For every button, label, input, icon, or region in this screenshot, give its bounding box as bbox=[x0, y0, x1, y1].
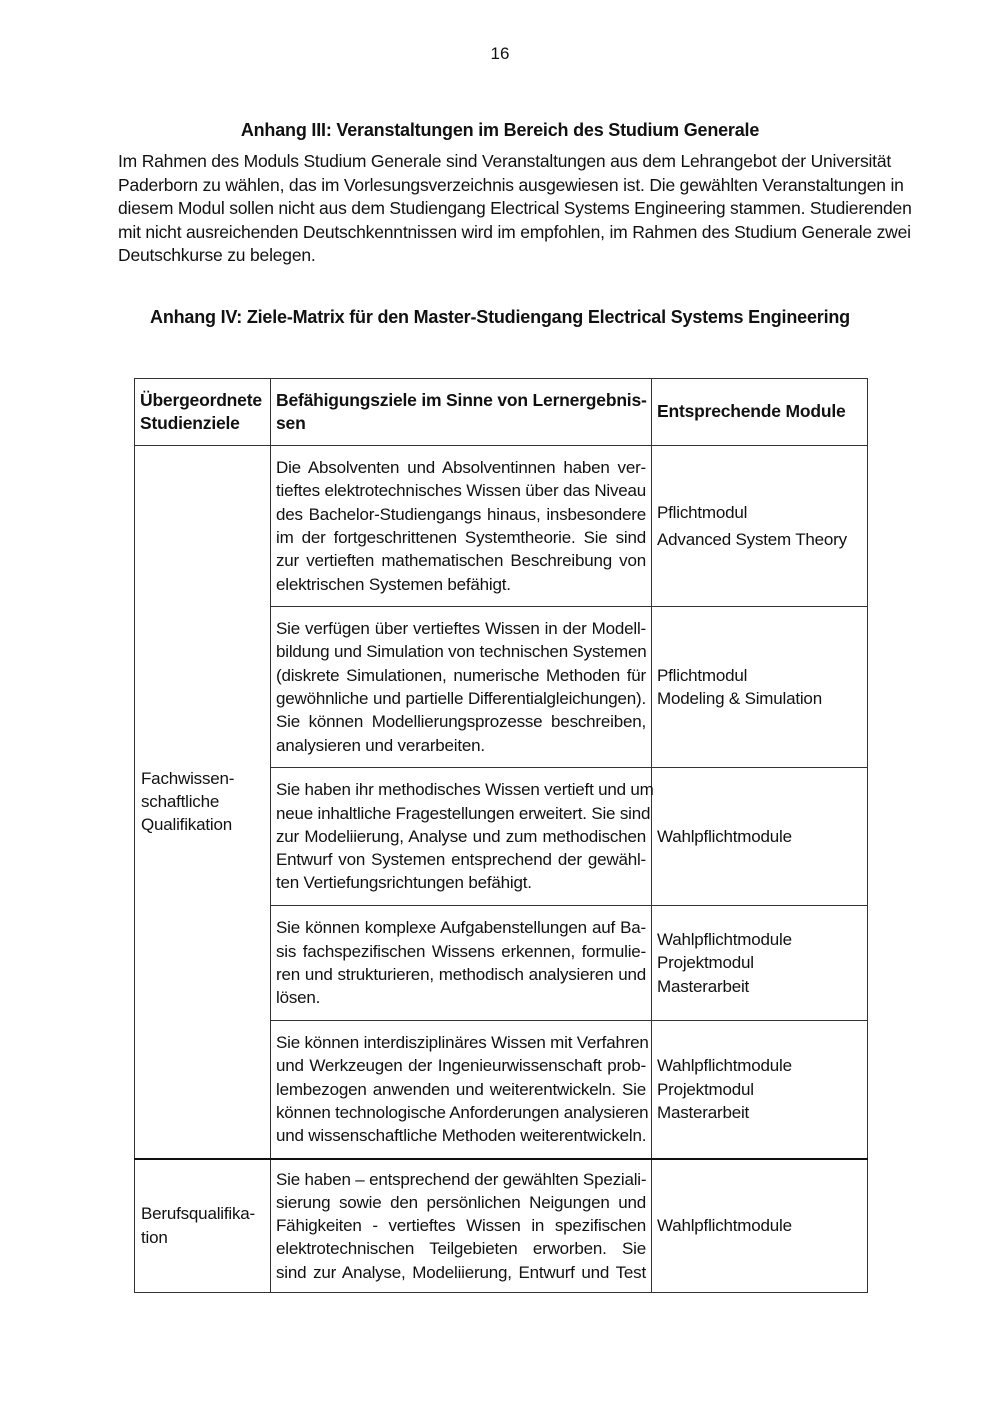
category-berufsqualifikation bbox=[135, 1159, 271, 1293]
intro-line: Paderborn zu wählen, das im Vorlesungsverzeichnis ausgewiesen ist. Die gewählten Veranstaltungen in bbox=[118, 174, 904, 195]
module-text: Wahlpflichtmodule bbox=[657, 930, 792, 950]
module-text: Modeling & Simulation bbox=[657, 689, 822, 708]
goal-line: ten Vertiefungsrichtungen befähigt. bbox=[276, 873, 532, 893]
intro-paragraph bbox=[118, 150, 912, 268]
goal-line: ren und strukturieren, methodisch analysieren und bbox=[276, 965, 646, 984]
goal-line: und wissenschaftliche Methoden weiterentwickeln. bbox=[276, 1126, 647, 1146]
module-text: Pflichtmodul bbox=[657, 502, 748, 522]
category-text: tion bbox=[141, 1227, 168, 1247]
category-text: Fachwissen- bbox=[141, 768, 235, 788]
module-cell bbox=[652, 607, 868, 768]
goal-line: bildung und Simulation von technischen Systemen bbox=[276, 642, 647, 662]
header-text: Studienziele bbox=[140, 413, 240, 433]
intro-line: Deutschkurse zu belegen. bbox=[118, 245, 316, 265]
header-befaehigungsziele bbox=[271, 379, 652, 446]
header-text: sen bbox=[276, 413, 306, 433]
module-text: Masterarbeit bbox=[657, 976, 750, 996]
module-cell bbox=[652, 906, 868, 1021]
module-cell bbox=[652, 446, 868, 607]
goal-line: Sie haben ihr methodisches Wissen vertieft und um bbox=[276, 780, 654, 800]
goal-line: elektrotechnischen Teilgebieten erworben. Sie bbox=[276, 1239, 646, 1259]
goal-line: lösen. bbox=[276, 988, 321, 1008]
module-text: Projektmodul bbox=[657, 1079, 754, 1099]
goal-line: (diskrete Simulationen, numerische Methoden für bbox=[276, 665, 646, 685]
header-text: Befähigungsziele im Sinne von Lernergebnis- bbox=[276, 389, 647, 410]
goal-line: zur Modeliierung, Analyse und zum methodischen bbox=[276, 826, 646, 846]
module-text: Wahlpflichtmodule bbox=[657, 826, 792, 846]
ziele-matrix-table bbox=[134, 378, 868, 1293]
goal-line: sind zur Analyse, Modeliierung, Entwurf und Test bbox=[276, 1262, 646, 1282]
table-row bbox=[135, 446, 868, 607]
module-cell bbox=[652, 1159, 868, 1293]
header-text: Entsprechende Module bbox=[657, 401, 846, 422]
intro-line: mit nicht ausreichenden Deutschkenntnissen wird im empfohlen, im Rahmen des Studium Generale zwei bbox=[118, 221, 911, 242]
heading-anhang-iii: Anhang III: Veranstaltungen im Bereich des Studium Generale bbox=[240, 120, 760, 140]
header-uebergeordnete-studienziele bbox=[135, 379, 271, 446]
goal-line: neue inhaltliche Fragestellungen erweitert. Sie sind bbox=[276, 803, 651, 823]
goal-line: analysieren und verarbeiten. bbox=[276, 735, 485, 755]
goal-line: zur vertieften mathematischen Beschreibung von bbox=[276, 551, 646, 571]
goal-line: können technologische Anforderungen analysieren bbox=[276, 1102, 649, 1122]
goal-line: Entwurf von Systemen entsprechend der gewähl- bbox=[276, 850, 646, 870]
goal-line: Sie können komplexe Aufgabenstellungen auf Ba- bbox=[276, 918, 646, 938]
heading-anhang-iv: Anhang IV: Ziele-Matrix für den Master-Studiengang Electrical Systems Engineering bbox=[150, 307, 850, 327]
module-cell bbox=[652, 768, 868, 906]
goal-line: Sie können Modellierungsprozesse beschreiben, bbox=[276, 712, 646, 732]
category-text: Berufsqualifika- bbox=[141, 1204, 255, 1224]
table-header-row bbox=[135, 379, 868, 446]
module-text: Projektmodul bbox=[657, 953, 754, 973]
module-text: Wahlpflichtmodule bbox=[657, 1056, 792, 1076]
goal-cell bbox=[271, 1021, 652, 1159]
intro-line: diesem Modul sollen nicht aus dem Studiengang Electrical Systems Engineering stammen. Studierenden bbox=[118, 198, 912, 218]
table-row bbox=[135, 1159, 868, 1293]
intro-line: Im Rahmen des Moduls Studium Generale sind Veranstaltungen aus dem Lehrangebot der Universität bbox=[118, 151, 892, 171]
goal-line: und Werkzeugen der Ingenieurwissenschaft prob- bbox=[276, 1056, 646, 1076]
goal-line: Fähigkeiten - vertieftes Wissen in spezifischen bbox=[276, 1216, 646, 1236]
goal-line: sierung sowie den persönlichen Neigungen und bbox=[276, 1192, 646, 1212]
goal-line: lembezogen anwenden und weiterentwickeln. Sie bbox=[276, 1079, 646, 1099]
goal-line: sis fachspezifischen Wissens erkennen, formulie- bbox=[276, 941, 646, 961]
goal-cell bbox=[271, 906, 652, 1021]
module-text: Pflichtmodul bbox=[657, 665, 748, 685]
category-text: schaftliche bbox=[141, 792, 220, 812]
goal-cell bbox=[271, 768, 652, 906]
goal-line: gewöhnliche und partielle Differentialgleichungen). bbox=[276, 689, 646, 708]
module-cell bbox=[652, 1021, 868, 1159]
module-text: Wahlpflichtmodule bbox=[657, 1216, 792, 1236]
goal-line: Sie verfügen über vertieftes Wissen in der Modell- bbox=[276, 619, 646, 639]
page-number: 16 bbox=[490, 44, 510, 63]
goal-line: des Bachelor-Studiengangs hinaus, insbesondere bbox=[276, 504, 646, 524]
goal-cell bbox=[271, 607, 652, 768]
header-entsprechende-module bbox=[652, 379, 868, 446]
goal-line: Die Absolventen und Absolventinnen haben ver- bbox=[276, 458, 646, 478]
goal-line: tieftes elektrotechnisches Wissen über das Niveau bbox=[276, 481, 647, 501]
module-text: Masterarbeit bbox=[657, 1102, 750, 1122]
category-fachwissenschaftliche-qualifikation bbox=[135, 446, 271, 1159]
goal-cell bbox=[271, 1159, 652, 1293]
goal-line: Sie haben – entsprechend der gewählten Speziali- bbox=[276, 1169, 647, 1189]
module-text: Advanced System Theory bbox=[657, 530, 847, 549]
category-text: Qualifikation bbox=[141, 815, 232, 835]
goal-line: Sie können interdisziplinäres Wissen mit Verfahren bbox=[276, 1033, 649, 1052]
header-text: Übergeordnete bbox=[140, 389, 262, 410]
goal-line: elektrischen Systemen befähigt. bbox=[276, 574, 511, 594]
goal-cell bbox=[271, 446, 652, 607]
goal-line: im der fortgeschrittenen Systemtheorie. Sie sind bbox=[276, 528, 646, 547]
